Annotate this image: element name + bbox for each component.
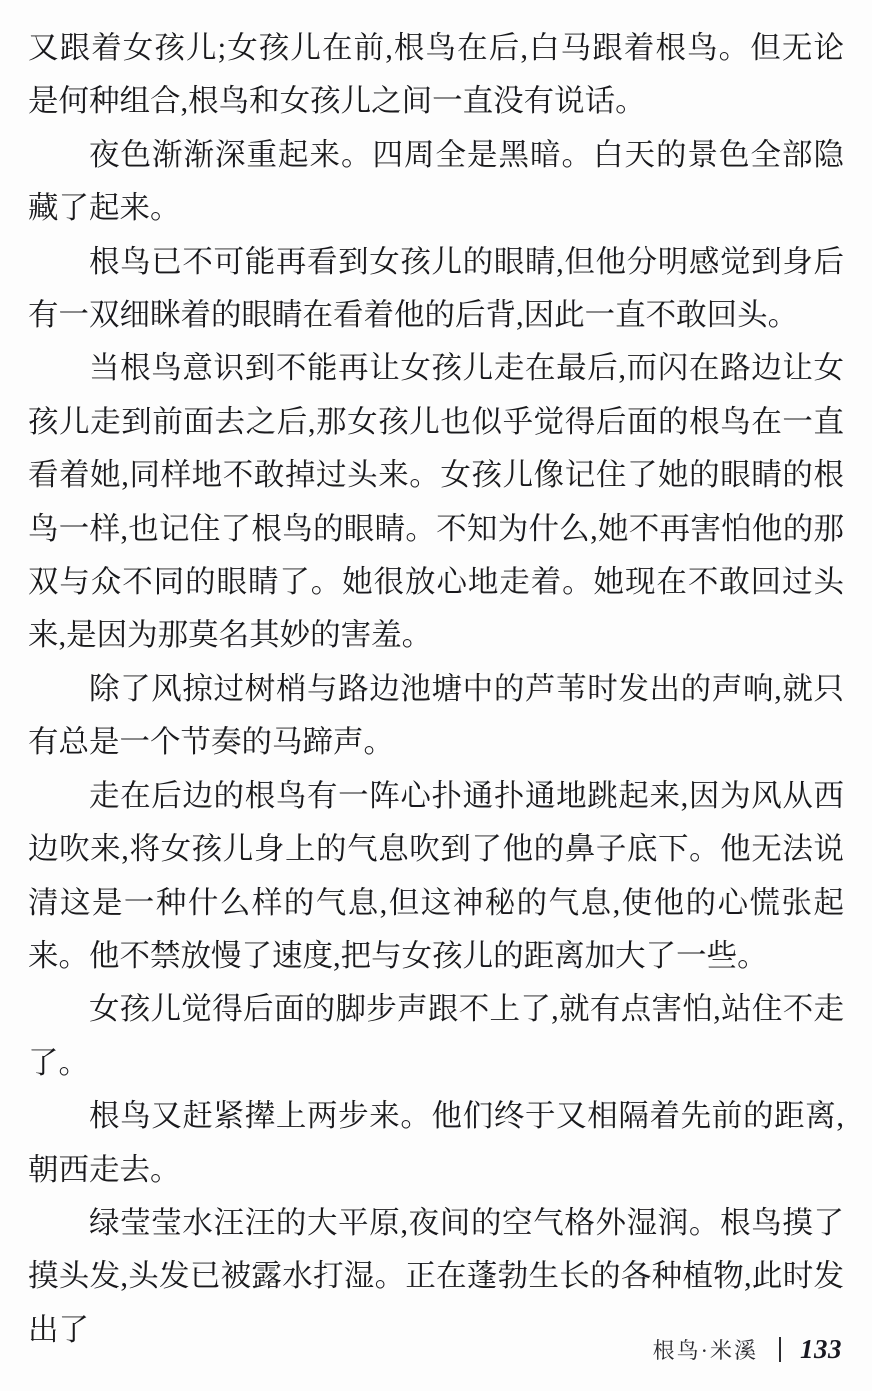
page-number: 133 [800, 1333, 842, 1364]
paragraph: 当根鸟意识到不能再让女孩儿走在最后,而闪在路边让女孩儿走到前面去之后,那女孩儿也似乎觉得后面的根鸟在一直看着她,同样地不敢掉过头来。女孩儿像记住了她的眼睛的根鸟一样,也记住了根鸟的眼睛。不知为什么,她不再害怕他的那双与众不同的眼睛了。她很放心地走着。她现在不敢回过头来,是因为那莫名其妙的害羞。 [28, 351, 844, 653]
paragraph: 除了风掠过树梢与路边池塘中的芦苇时发出的声响,就只有总是一个节奏的马蹄声。 [28, 671, 844, 760]
page-footer [653, 1329, 842, 1369]
page-text-body [28, 22, 844, 1357]
paragraph: 走在后边的根鸟有一阵心扑通扑通地跳起来,因为风从西边吹来,将女孩儿身上的气息吹到了他的鼻子底下。他无法说清这是一种什么样的气息,但这神秘的气息,使他的心慌张起来。他不禁放慢了速度,把与女孩儿的距离加大了一些。 [28, 778, 844, 973]
footer-separator-rule [779, 1337, 781, 1362]
paragraph: 女孩儿觉得后面的脚步声跟不上了,就有点害怕,站住不走了。 [28, 992, 844, 1080]
paragraph: 夜色渐渐深重起来。四周全是黑暗。白天的景色全部隐藏了起来。 [28, 137, 844, 226]
paragraph: 根鸟又赶紧撵上两步来。他们终于又相隔着先前的距离,朝西走去。 [28, 1099, 844, 1187]
paragraph: 又跟着女孩儿;女孩儿在前,根鸟在后,白马跟着根鸟。但无论是何种组合,根鸟和女孩儿之间一直没有说话。 [28, 31, 844, 119]
paragraph: 根鸟已不可能再看到女孩儿的眼睛,但他分明感觉到身后有一双细眯着的眼睛在看着他的后背,因此一直不敢回头。 [28, 244, 844, 333]
footer-bookmark-title: 根鸟·米溪 [652, 1337, 758, 1363]
paragraph: 绿莹莹水汪汪的大平原,夜间的空气格外湿润。根鸟摸了摸头发,头发已被露水打湿。正在蓬勃生长的各种植物,此时发出了 [28, 1205, 844, 1347]
